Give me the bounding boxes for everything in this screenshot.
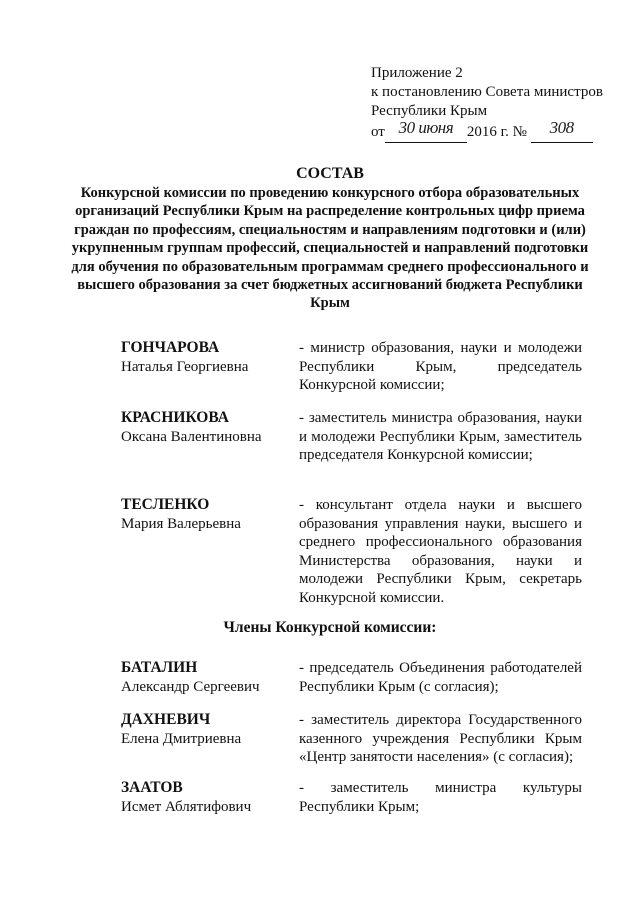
appendix-line-2: к постановлению Совета министров [371, 84, 603, 100]
member-role: - заместитель директора Государственного казенного учреждения Республики Крым «Центр занятости населения» (с согласия); [299, 712, 582, 765]
member-name: Мария Валерьевна [121, 515, 241, 532]
appendix-line-1: Приложение 2 [371, 65, 463, 81]
member-role: - заместитель министра образования, науки и молодежи Республики Крым, заместитель председателя Конкурсной комиссии; [299, 410, 582, 463]
date-field [385, 118, 467, 143]
handwritten-number: 308 [549, 118, 574, 137]
member-name: Александр Сергеевич [121, 678, 260, 695]
member-name: Елена Дмитриевна [121, 730, 242, 747]
member-surname: ДАХНЕВИЧ [121, 711, 211, 728]
member-name: Наталья Георгиевна [121, 358, 249, 375]
document-title: СОСТАВ [296, 165, 364, 182]
member-role: - министр образования, науки и молодежи Республики Крым, председатель Конкурсной комиссии; [299, 340, 582, 393]
member-role: - консультант отдела науки и высшего образования управления науки, высшего и среднего профессионального образования Министерства образования, науки и молодежи Республики Крым, секретарь Конкурсной комиссии. [299, 497, 582, 606]
date-prefix: от [371, 124, 385, 140]
member-surname: КРАСНИКОВА [121, 409, 229, 426]
appendix-header [371, 64, 603, 143]
member-role: - председатель Объединения работодателей Республики Крым (с согласия); [299, 660, 582, 695]
member-surname: ТЕСЛЕНКО [121, 496, 210, 513]
number-field [531, 118, 593, 143]
member-role: - заместитель министра культуры Республики Крым; [299, 780, 582, 815]
member-surname: ЗААТОВ [121, 779, 183, 796]
date-suffix: 2016 г. № [466, 124, 527, 140]
member-name: Исмет Аблятифович [121, 798, 252, 815]
member-surname: ГОНЧАРОВА [121, 339, 220, 356]
member-surname: БАТАЛИН [121, 659, 198, 676]
members-heading: Члены Конкурсной комиссии: [223, 619, 437, 636]
appendix-date-line [371, 118, 603, 143]
document-subtitle: Конкурсной комиссии по проведению конкурсного отбора образовательных организаций Республики Крым на распределение контрольных цифр приема граждан по профессиям, специальностям и направлениям подготовки и (или) укрупненным группам профессий, специальностей и направлений подготовки для обучения по образовательным программам среднего профессионального и высшего образования за счет бюджетных ассигнований бюджета Республики Крым [71, 185, 589, 312]
handwritten-date: 30 июня [398, 118, 454, 137]
member-name: Оксана Валентиновна [121, 428, 262, 445]
appendix-line-3: Республики Крым [371, 103, 488, 119]
